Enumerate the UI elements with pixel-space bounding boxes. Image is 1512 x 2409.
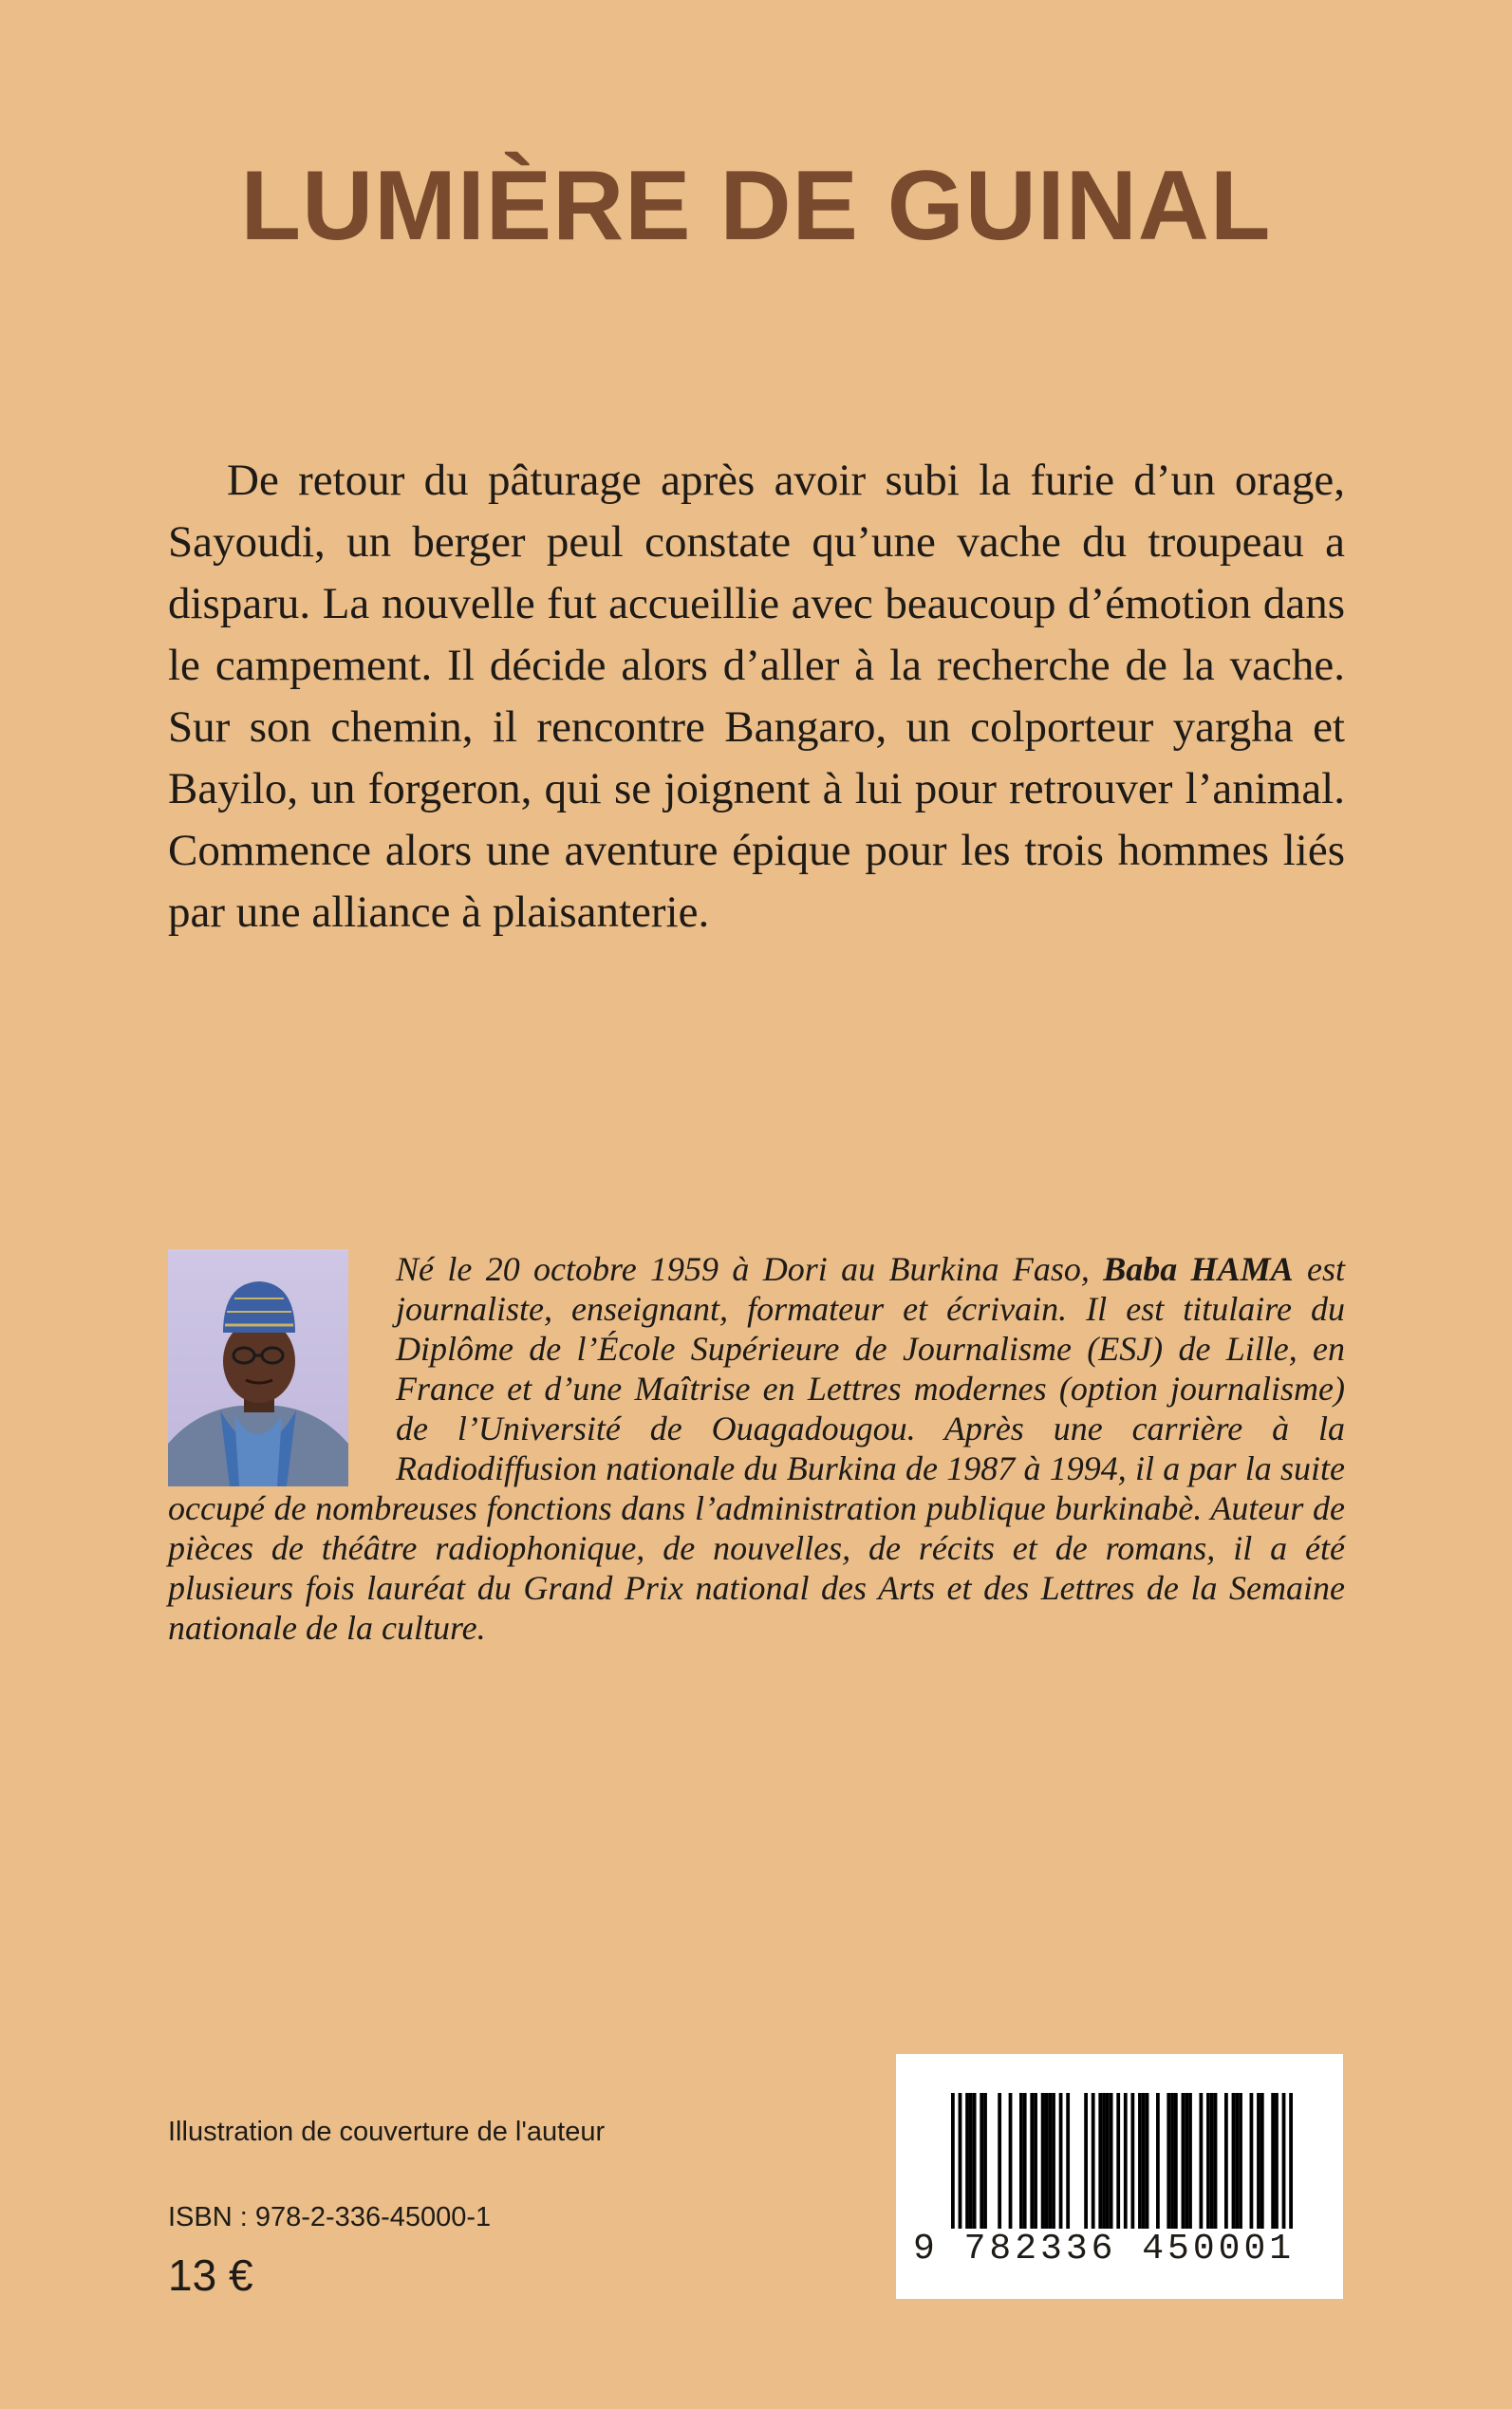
barcode-bar xyxy=(1199,2093,1203,2235)
barcode-bar xyxy=(1235,2093,1239,2235)
barcode-bar xyxy=(1167,2093,1170,2235)
barcode-bar xyxy=(1156,2093,1160,2235)
barcode-bar xyxy=(1239,2093,1242,2235)
barcode-bar xyxy=(1271,2093,1275,2235)
barcode-bar xyxy=(1023,2093,1027,2235)
barcode-bar xyxy=(1250,2093,1254,2235)
barcode-bar xyxy=(1130,2093,1134,2235)
barcode-bar xyxy=(1174,2093,1178,2235)
barcode-bar xyxy=(1224,2093,1228,2235)
book-summary: De retour du pâturage après avoir subi la furie d’un orage, Sayoudi, un berger peul constate qu’une vache du troupeau a disparu. La nouvelle fut accueillie avec beaucoup d’émotion dans le campement. Il décide alors d’aller à la recherche de la vache. Sur son chemin, il rencontre Bangaro, un colporteur yargha et Bayilo, un forgeron, qui se joignent à lui pour retrouver l’animal. Commence alors une aventure épique pour les trois hommes liés par une alliance à plaisanterie. xyxy=(168,456,1345,937)
barcode-bar xyxy=(1019,2093,1023,2235)
barcode-bar xyxy=(1052,2093,1055,2235)
barcode-bar xyxy=(1214,2093,1218,2235)
barcode-bar xyxy=(1170,2093,1174,2235)
barcode-bar xyxy=(983,2093,987,2235)
barcode-bar xyxy=(1260,2093,1264,2235)
price-label: 13 € xyxy=(168,2250,253,2300)
barcode-digits: 9 782336 450001 xyxy=(913,2229,1296,2269)
barcode-bar xyxy=(1232,2093,1236,2235)
barcode-bar xyxy=(1257,2093,1260,2235)
barcode-bar xyxy=(1210,2093,1214,2235)
barcode-bar xyxy=(1098,2093,1102,2235)
barcode-bar xyxy=(1059,2093,1063,2235)
barcode-bar xyxy=(1048,2093,1052,2235)
barcode-bar xyxy=(965,2093,969,2235)
barcode-bar xyxy=(1009,2093,1013,2235)
barcode-bar xyxy=(1182,2093,1185,2235)
barcode-bar xyxy=(1066,2093,1070,2235)
barcode-bar xyxy=(969,2093,973,2235)
barcode-bar xyxy=(1185,2093,1188,2235)
illustration-credit: Illustration de couverture de l'auteur xyxy=(168,2117,606,2147)
barcode-bar xyxy=(998,2093,1001,2235)
barcode-bar xyxy=(1041,2093,1045,2235)
barcode-bar xyxy=(1034,2093,1037,2235)
barcode-bar xyxy=(973,2093,977,2235)
barcode-bar xyxy=(1092,2093,1095,2235)
barcode-bar xyxy=(1045,2093,1049,2235)
book-title: LUMIÈRE DE GUINAL xyxy=(240,151,1272,261)
barcode-bar xyxy=(980,2093,983,2235)
barcode-bar xyxy=(1030,2093,1034,2235)
author-biography xyxy=(168,1249,1345,1648)
barcode-bar xyxy=(1106,2093,1110,2235)
barcode-bar xyxy=(1206,2093,1210,2235)
barcode-bar xyxy=(1188,2093,1192,2235)
author-name: Baba HAMA xyxy=(1103,1250,1294,1288)
barcode-bar xyxy=(1146,2093,1149,2235)
barcode-bar xyxy=(1110,2093,1113,2235)
barcode-bar xyxy=(1275,2093,1279,2235)
isbn-label: ISBN : 978-2-336-45000-1 xyxy=(168,2202,492,2232)
barcode-bar xyxy=(1084,2093,1088,2235)
barcode-bar xyxy=(1142,2093,1146,2235)
author-bio-text: est journaliste, enseignant, formateur et écrivain. Il est titulaire du Diplôme de l’École Supérieure de Journalisme (ESJ) de Lille, en France et d’une Maîtrise en Lettres modernes (option journalisme) de l’Université de Ouagadougou. Après une carrière à la Radiodiffusion nationale du Burkina de 1987 à 1994, il a par la suite occupé de nombreuses fonctions dans l’administration publique burkinabè. Auteur de pièces de théâtre radiophonique, de nouvelles, de récits et de romans, il a été plusieurs fois lauréat du Grand Prix national des Arts et des Lettres de la Semaine nationale de la culture. xyxy=(168,1250,1346,1647)
barcode-bar xyxy=(1138,2093,1142,2235)
barcode xyxy=(896,2054,1343,2299)
author-bio-intro: Né le 20 octobre 1959 à Dori au Burkina Faso, xyxy=(396,1250,1104,1288)
barcode-bar xyxy=(1102,2093,1106,2235)
